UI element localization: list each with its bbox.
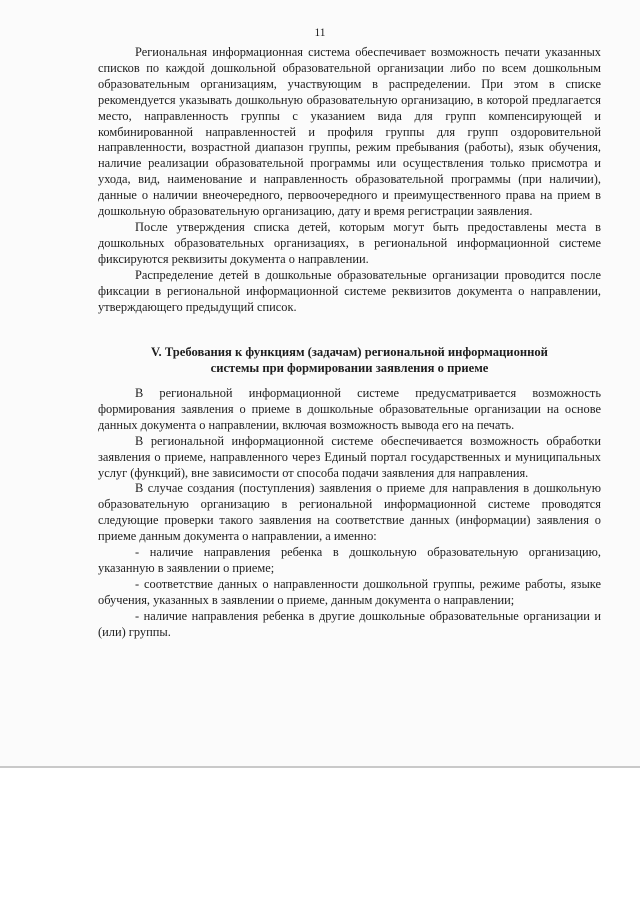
- paragraph: В случае создания (поступления) заявления о приеме для направления в дошкольную образовательную организацию в региональной информационной системе проводятся следующие проверки такого заявления на соответствие данных (информации) заявления о приеме данным документа о направлении, а именно:: [98, 481, 601, 544]
- blank-margin: [0, 768, 640, 905]
- intro-text-block: [98, 45, 601, 315]
- list-item: - наличие направления ребенка в дошкольную образовательную организацию, указанную в заявлении о приеме;: [98, 545, 601, 575]
- paragraph: После утверждения списка детей, которым могут быть предоставлены места в дошкольных образовательных организациях, в региональной информационной системе фиксируются реквизиты документа о направлении.: [98, 219, 601, 266]
- paragraph: Региональная информационная система обеспечивает возможность печати указанных списков по каждой дошкольной образовательной организации либо по всем дошкольным образовательным организациям, участвующим в распределении. При этом в списке рекомендуется указывать дошкольную образовательную организацию, в которой предлагается место, направленность группы с указанием вида для групп компенсирующей и комбинированной направленностей и профиля группы для групп оздоровительной направленности, возрастной диапазон группы, режим пребывания (работы), язык обучения, наличие реализации образовательной программы или осуществления только присмотра и ухода, вид, наименование и направленность образовательной программы (при наличии), данные о наличии внеочередного, первоочередного и преимущественного права на прием в дошкольную образовательную организацию, дату и время регистрации заявления.: [98, 45, 601, 219]
- paragraph: В региональной информационной системе обеспечивается возможность обработки заявления о приеме, направленного через Единый портал государственных и муниципальных услуг (функций), вне зависимости от способа подачи заявления для направления.: [98, 433, 601, 480]
- section-text-block: [98, 386, 601, 641]
- paragraph: В региональной информационной системе предусматривается возможность формирования заявления о приеме в дошкольные образовательные организации на основе данных документа о направлении, включая возможность вывода его на печать.: [98, 386, 601, 432]
- section-heading-line-1: V. Требования к функциям (задачам) региональной информационной: [151, 345, 548, 359]
- section-heading-line-2: системы при формировании заявления о приеме: [210, 361, 489, 375]
- page-number: 11: [314, 27, 326, 39]
- paragraph: Распределение детей в дошкольные образовательные организации проводится после фиксации в региональной информационной системе реквизитов документа о направлении, утверждающего предыдущий список.: [98, 267, 601, 314]
- section-heading: [98, 344, 601, 376]
- list-item: - наличие направления ребенка в другие дошкольные образовательные организации и (или) группы.: [98, 608, 601, 639]
- list-item: - соответствие данных о направленности дошкольной группы, режиме работы, языке обучения, указанных в заявлении о приеме, данным документа о направлении;: [98, 576, 601, 607]
